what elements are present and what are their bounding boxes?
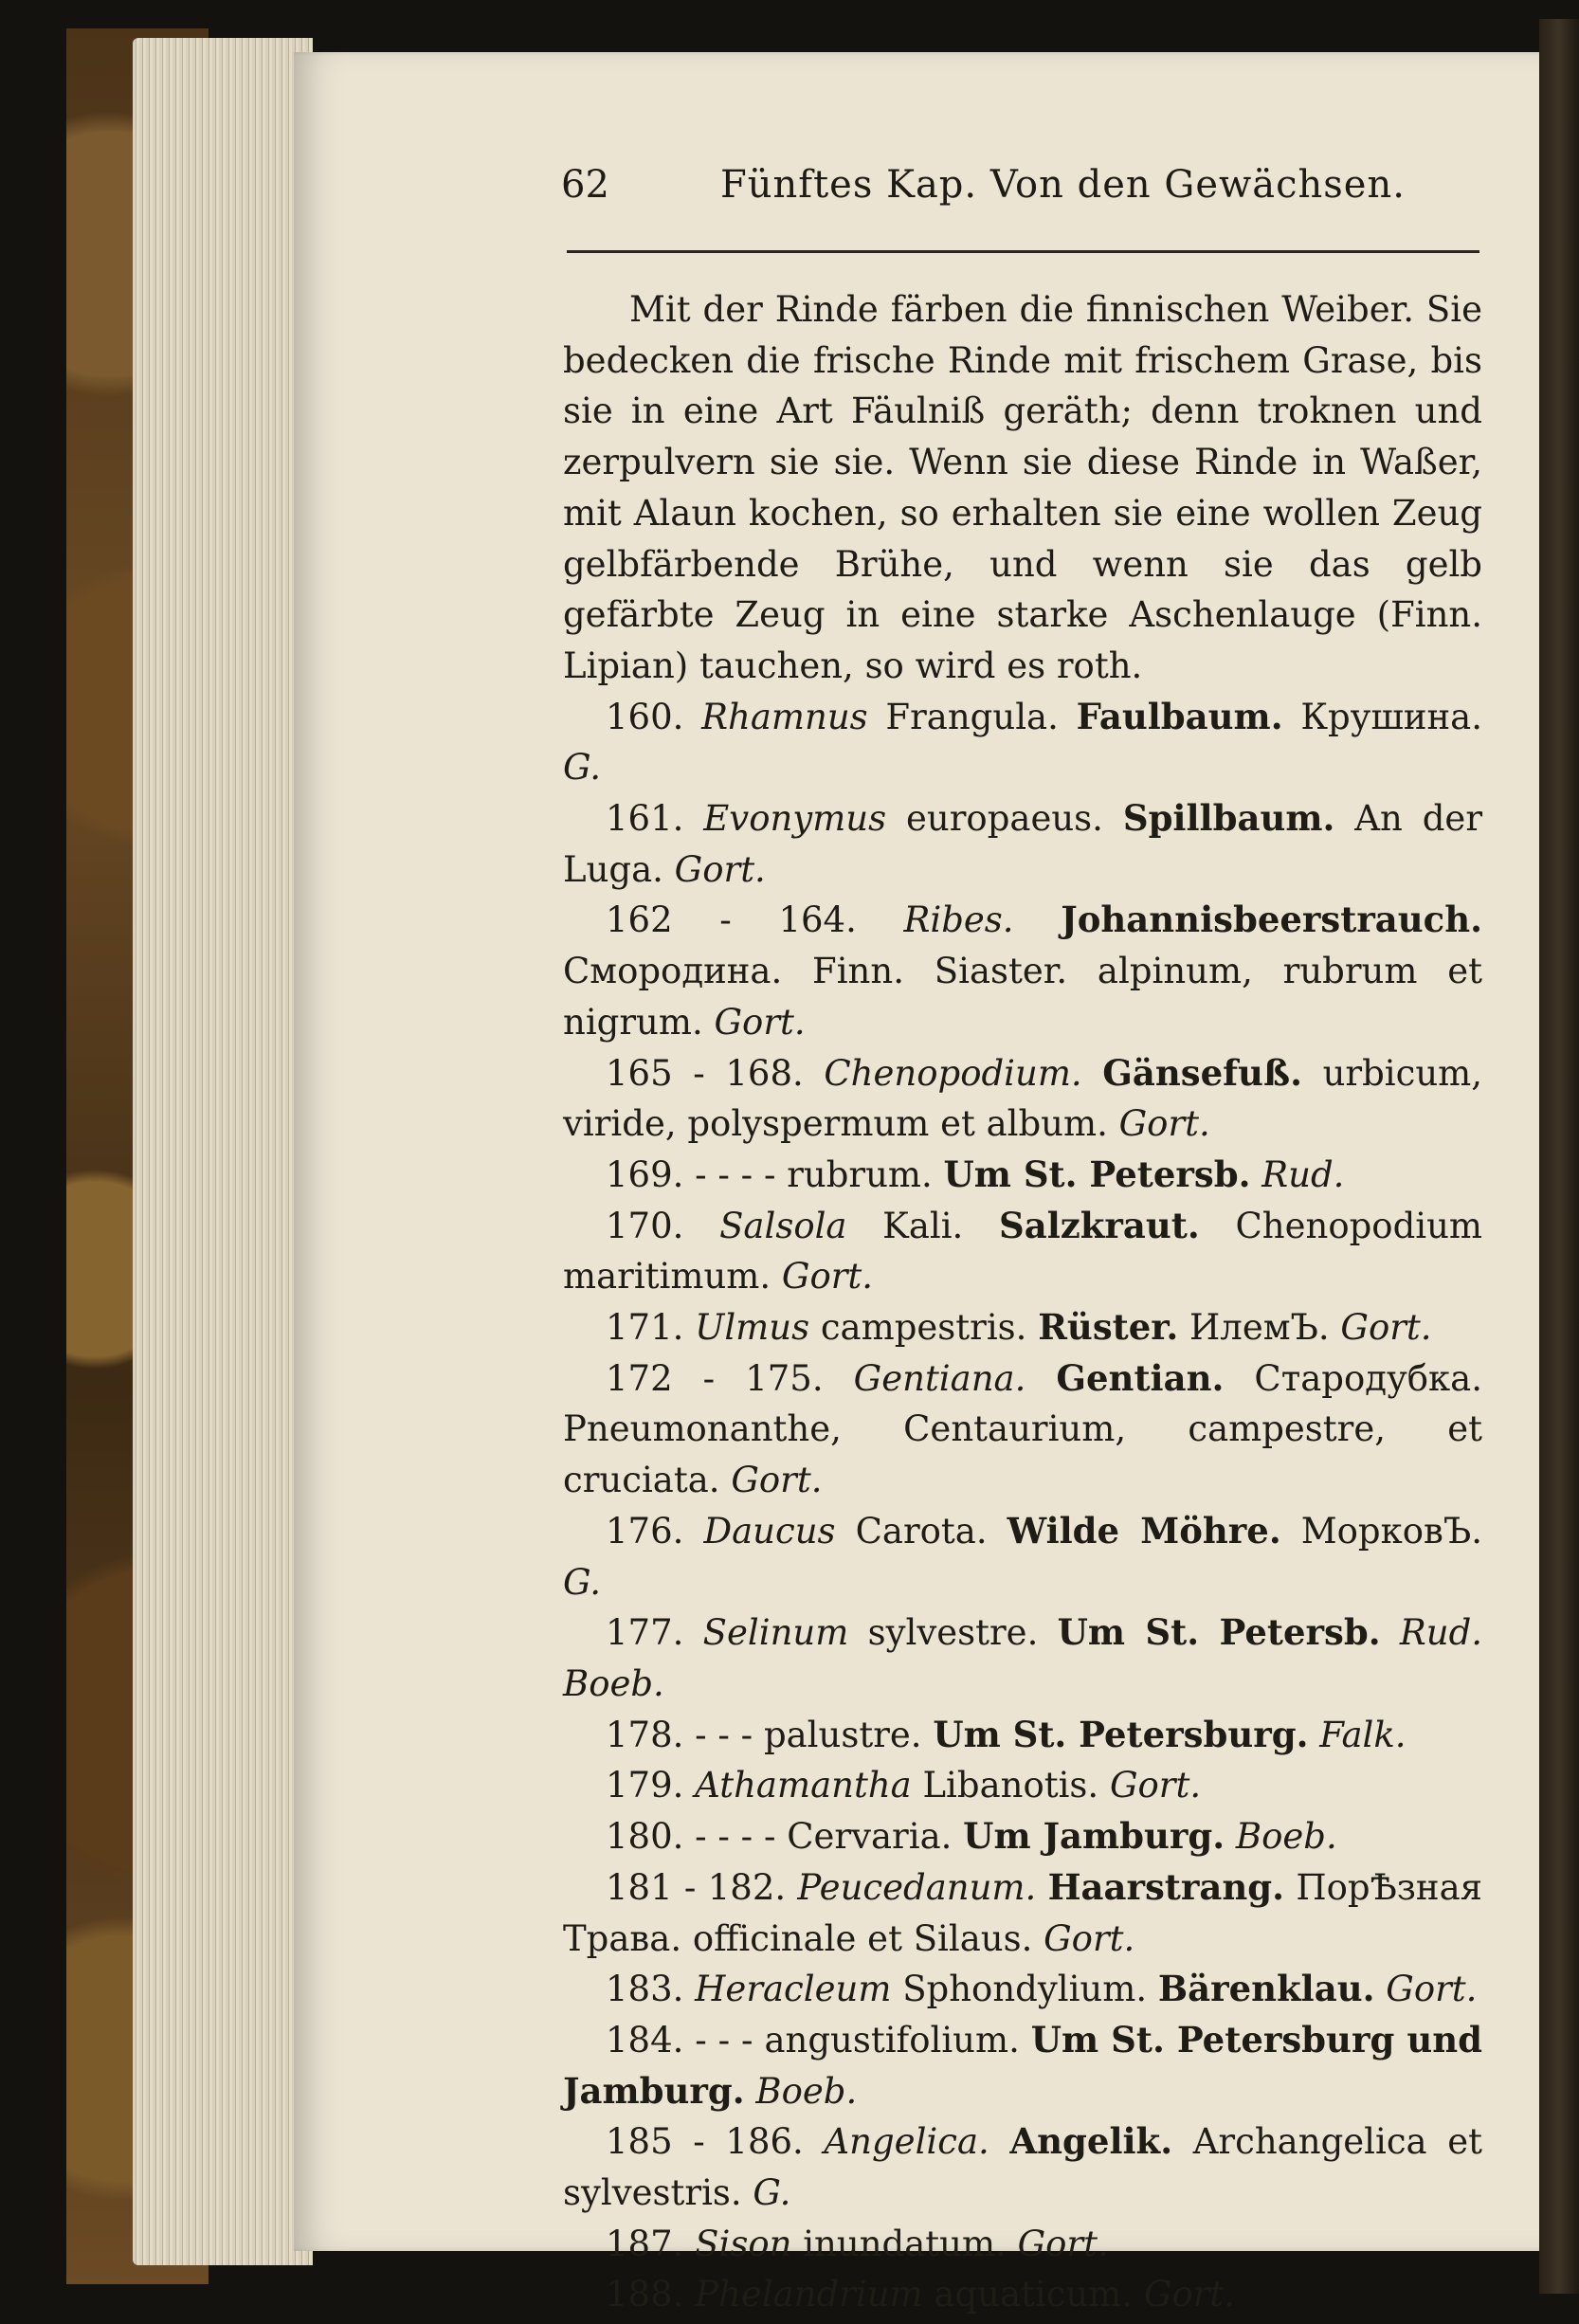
scientific-name: Chenopodium. [803, 1052, 1082, 1094]
entry-notes: ПорѢзная Трава. officinale et Silaus. [563, 1866, 1482, 1959]
entry-notes: Крушина. [1282, 696, 1482, 737]
species-text: aquaticum. [922, 2274, 1144, 2315]
page-number: 62 [561, 163, 609, 207]
plant-entry [563, 1710, 1482, 1761]
species-text: europaeus. [886, 798, 1123, 840]
authority: Falk. [1319, 1714, 1407, 1755]
entry-notes: МорковЪ. [1280, 1510, 1483, 1552]
entry-notes [1250, 1154, 1261, 1195]
entry-notes: urbicum, viride, polyspermum et album. [563, 1052, 1483, 1145]
scientific-name: Evonymus [683, 798, 887, 840]
entry-number: 162 - 164. [606, 899, 857, 941]
authority: Rud. [1261, 1153, 1345, 1195]
plant-entry [563, 1964, 1482, 2015]
plant-list [563, 692, 1482, 2321]
scientific-name: Sison [683, 2223, 792, 2264]
german-name: Wilde Möhre. [1007, 1509, 1281, 1552]
scientific-name: Rhamnus [683, 696, 868, 737]
species-text: - - - - Cervaria. [683, 1816, 964, 1858]
scientific-name: Selinum [683, 1612, 849, 1654]
entry-number: 171. [606, 1307, 684, 1349]
entry-notes: Смородина. Finn. Siaster. alpinum, rubrum et nigrum. [563, 951, 1482, 1043]
entry-notes: Archangelica et sylvestris. [563, 2121, 1482, 2214]
entry-number: 187. [606, 2223, 684, 2264]
entry-notes [1375, 1969, 1387, 2009]
authority: Gort. [1017, 2223, 1109, 2264]
page-body [563, 284, 1482, 2320]
german-name: Um Jamburg. [963, 1815, 1225, 1858]
entry-number: 183. [606, 1969, 684, 2010]
authority: Gort. [674, 848, 766, 890]
scientific-name: Peucedanum. [786, 1866, 1037, 1908]
plant-entry [563, 793, 1482, 895]
species-text [1025, 1358, 1056, 1399]
entry-number: 172 - 175. [606, 1357, 824, 1399]
entry-notes: ИлемЪ. [1178, 1307, 1341, 1349]
authority: G. [753, 2172, 791, 2214]
authority: Gort. [714, 1001, 806, 1043]
scientific-name: Gentiana. [823, 1357, 1026, 1399]
authority: Gort. [1118, 1103, 1210, 1145]
entry-number: 161. [606, 798, 684, 840]
page-edges [133, 38, 313, 2265]
scientific-name: Angelica. [803, 2121, 989, 2163]
species-text: Frangula. [867, 696, 1077, 737]
authority: Gort. [781, 1256, 874, 1298]
german-name: Gentian. [1056, 1356, 1225, 1399]
entry-number: 178. [606, 1714, 684, 1755]
entry-number: 179. [606, 1765, 684, 1807]
species-text [1036, 1867, 1047, 1908]
authority: Rud. Boeb. [563, 1612, 1483, 1704]
german-name: Gänsefuß. [1102, 1051, 1302, 1094]
page-header [561, 163, 1480, 220]
species-text: inundatum. [791, 2223, 1018, 2264]
scientific-name: Phelandrium [683, 2274, 923, 2315]
entry-notes: Стародубка. Pneumonanthe, Centaurium, campestre, et cruciata. [563, 1357, 1482, 1501]
plant-entry [563, 1201, 1482, 1302]
entry-number: 169. [606, 1153, 684, 1195]
authority: Gort. [1044, 1917, 1135, 1959]
entry-notes: An der Luga. [563, 798, 1483, 890]
book-spine [1539, 19, 1579, 2294]
german-name: Um St. Petersburg und Jamburg. [563, 2018, 1482, 2112]
german-name: Bärenklau. [1157, 1968, 1375, 2010]
entry-number: 177. [606, 1612, 684, 1654]
plant-entry [563, 1506, 1482, 1607]
authority: Boeb. [1235, 1816, 1337, 1858]
plant-entry [563, 895, 1482, 1047]
species-text: - - - palustre. [683, 1714, 934, 1755]
plant-entry [563, 1862, 1482, 1964]
entry-number: 176. [606, 1510, 684, 1552]
chapter-title: Fünftes Kap. Von den Gewächsen. [720, 163, 1406, 207]
species-text: sylvestre. [848, 1612, 1058, 1654]
entry-number: 170. [606, 1205, 684, 1246]
entry-notes: Chenopodium maritimum. [563, 1205, 1482, 1298]
german-name: Um St. Petersb. [943, 1153, 1251, 1195]
german-name: Spillbaum. [1122, 797, 1335, 840]
species-text: - - - angustifolium. [683, 2019, 1031, 2061]
entry-number: 181 - 182. [606, 1866, 787, 1908]
scientific-name: Ulmus [683, 1307, 810, 1349]
plant-entry [563, 1353, 1482, 1506]
species-text [1014, 899, 1062, 940]
authority: Gort. [1109, 1765, 1202, 1807]
plant-entry [563, 2269, 1482, 2320]
german-name: Haarstrang. [1047, 1865, 1285, 1908]
scientific-name: Salsola [683, 1205, 847, 1246]
species-text: Kali. [846, 1205, 1000, 1246]
german-name: Salzkraut. [999, 1204, 1200, 1246]
entry-number: 180. [606, 1816, 684, 1858]
scientific-name: Ribes. [856, 899, 1014, 941]
intro-paragraph: Mit der Rinde färben die finnischen Weiber. Sie bedecken die frische Rinde mit frischem Grase, bis sie in eine Art Fäulniß geräth; denn troknen und zerpulvern sie sie. Wenn sie diese Rinde in Waßer, mit Alaun kochen, so erhalten sie eine wollen Zeug gelbfärbende Brühe, und wenn sie das gelb gefärbte Zeug in eine starke Aschenlauge (Finn. Lipian) tauchen, so wird es roth. [563, 289, 1482, 686]
species-text: Sphondylium. [891, 1969, 1158, 2010]
scientific-name: Heracleum [683, 1969, 892, 2010]
species-text: Libanotis. [911, 1765, 1110, 1807]
species-text: Carota. [835, 1510, 1007, 1552]
species-text: - - - - rubrum. [683, 1153, 944, 1195]
german-name: Johannisbeerstrauch. [1061, 899, 1482, 941]
entry-notes [1225, 1816, 1236, 1857]
entry-number: 160. [606, 696, 684, 737]
entry-number: 185 - 186. [606, 2121, 804, 2163]
plant-entry [563, 1607, 1482, 1709]
plant-entry [563, 2219, 1482, 2270]
german-name: Um St. Petersburg. [933, 1713, 1309, 1755]
authority: Gort. [731, 1460, 823, 1501]
entry-number: 184. [606, 2019, 684, 2061]
header-rule [567, 250, 1479, 253]
authority: G. [563, 1561, 601, 1603]
german-name: Angelik. [1009, 2120, 1173, 2163]
german-name: Rüster. [1038, 1306, 1179, 1349]
authority: G. [563, 747, 601, 789]
plant-entry [563, 1302, 1482, 1353]
species-text: campestris. [809, 1307, 1039, 1349]
plant-entry [563, 1811, 1482, 1862]
plant-entry [563, 1048, 1482, 1150]
entry-number: 188. [606, 2274, 684, 2315]
plant-entry [563, 2015, 1482, 2116]
plant-entry [563, 1760, 1482, 1811]
entry-notes [1381, 1612, 1400, 1653]
plant-entry [563, 2116, 1482, 2218]
plant-entry [563, 1150, 1482, 1201]
authority: Boeb. [755, 2070, 858, 2112]
plant-entry [563, 692, 1482, 793]
entry-number: 165 - 168. [606, 1052, 804, 1094]
species-text [1082, 1053, 1103, 1094]
scientific-name: Daucus [683, 1510, 836, 1552]
authority: Gort. [1386, 1969, 1478, 2010]
species-text [989, 2121, 1010, 2162]
scientific-name: Athamantha [683, 1765, 912, 1807]
entry-notes [745, 2071, 756, 2112]
authority: Gort. [1340, 1307, 1432, 1349]
german-name: Faulbaum. [1076, 695, 1283, 737]
authority: Gort. [1143, 2274, 1236, 2315]
german-name: Um St. Petersb. [1057, 1611, 1381, 1654]
entry-notes [1309, 1715, 1320, 1755]
